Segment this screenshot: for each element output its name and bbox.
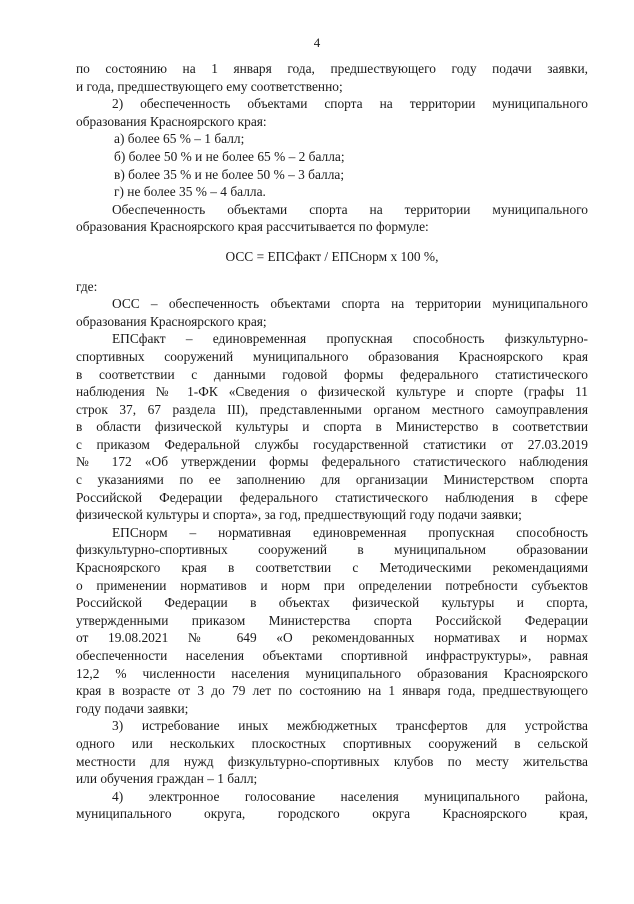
document-body [76, 60, 588, 823]
text-line: с указаниями по ее заполнению для организации Министерством спорта [76, 472, 588, 488]
text-line: о применении нормативов и норм при определении потребности субъектов [76, 577, 588, 593]
text-line: или обучения граждан – 1 балл; [76, 771, 258, 787]
text-line: ОСС – обеспеченность объектами спорта на территории муниципального [112, 296, 588, 312]
text-line: утвержденными приказом Министерства спорта Российской Федерации [76, 612, 588, 628]
text-line: с приказом Федеральной службы государственной статистики от 27.03.2019 [76, 436, 588, 452]
page-number: 4 [313, 35, 321, 50]
text-line: муниципального округа, городского округа Красноярского края, [76, 806, 588, 822]
text-line: в соответствии с данными годовой формы федерального статистического [76, 366, 588, 382]
text-line: строк 37, 67 раздела III), представленными органом местного самоуправления [76, 401, 588, 417]
text-line: ЕПСфакт – единовременная пропускная способность физкультурно- [112, 331, 588, 347]
list-item: б) более 50 % и не более 65 % – 2 балла; [114, 148, 345, 164]
text-line: от 19.08.2021 № 649 «О рекомендованных нормативах и нормах [76, 630, 588, 646]
text-line: одного или нескольких плоскостных спортивных сооружений в сельской [76, 735, 588, 751]
list-item: а) более 65 % – 1 балл; [114, 131, 245, 147]
text-line: образования Красноярского края: [76, 113, 267, 129]
text-line: 12,2 % численности населения муниципального образования Красноярского [76, 665, 588, 681]
text-line: Красноярского края в соответствии с Методическими рекомендациями [76, 560, 588, 576]
text-line: спортивных сооружений муниципального образования Красноярского края [76, 348, 588, 364]
text-line: в области физической культуры и спорта в Министерство в соответствии [76, 419, 588, 435]
text-line: по состоянию на 1 января года, предшествующего году подачи заявки, [76, 61, 588, 76]
text-line: где: [76, 278, 98, 294]
text-line: образования Красноярского края; [76, 313, 267, 329]
formula: ОСС = ЕПСфакт / ЕПСнорм x 100 %, [225, 248, 439, 264]
text-line: наблюдения № 1-ФК «Сведения о физической культуре и спорте (графы 11 [76, 384, 588, 400]
text-line: образования Красноярского края рассчитывается по формуле: [76, 219, 429, 235]
text-line: местности для нужд физкультурно-спортивных клубов по месту жительства [76, 753, 588, 769]
text-line: и года, предшествующего ему соответственно; [76, 78, 343, 94]
text-line: обеспеченности населения объектами спортивной инфраструктуры», равная [76, 648, 588, 663]
text-line: 4) электронное голосование населения муниципального района, [112, 788, 588, 804]
text-line: № 172 «Об утверждении формы федерального статистического наблюдения [76, 454, 588, 470]
text-line: 3) истребование иных межбюджетных трансфертов для устройства [112, 718, 588, 734]
text-line: 2) обеспеченность объектами спорта на территории муниципального [112, 96, 588, 112]
text-line: году подачи заявки; [76, 700, 189, 716]
text-line: ЕПСнорм – нормативная единовременная пропускная способность [112, 524, 588, 540]
list-item: г) не более 35 % – 4 балла. [114, 184, 266, 200]
text-line: Обеспеченность объектами спорта на территории муниципального [112, 201, 588, 217]
text-line: Российской Федерации федерального статистического наблюдения в сфере [76, 489, 588, 505]
text-line: физкультурно-спортивных сооружений в муниципальном образовании [76, 542, 588, 558]
text-line: физической культуры и спорта», за год, предшествующий году подачи заявки; [76, 507, 522, 523]
list-item: в) более 35 % и не более 50 % – 3 балла; [114, 166, 345, 182]
text-line: Российской Федерации в объектах физической культуры и спорта, [76, 595, 588, 611]
text-line: края в возрасте от 3 до 79 лет по состоянию на 1 января года, предшествующего [76, 683, 588, 699]
